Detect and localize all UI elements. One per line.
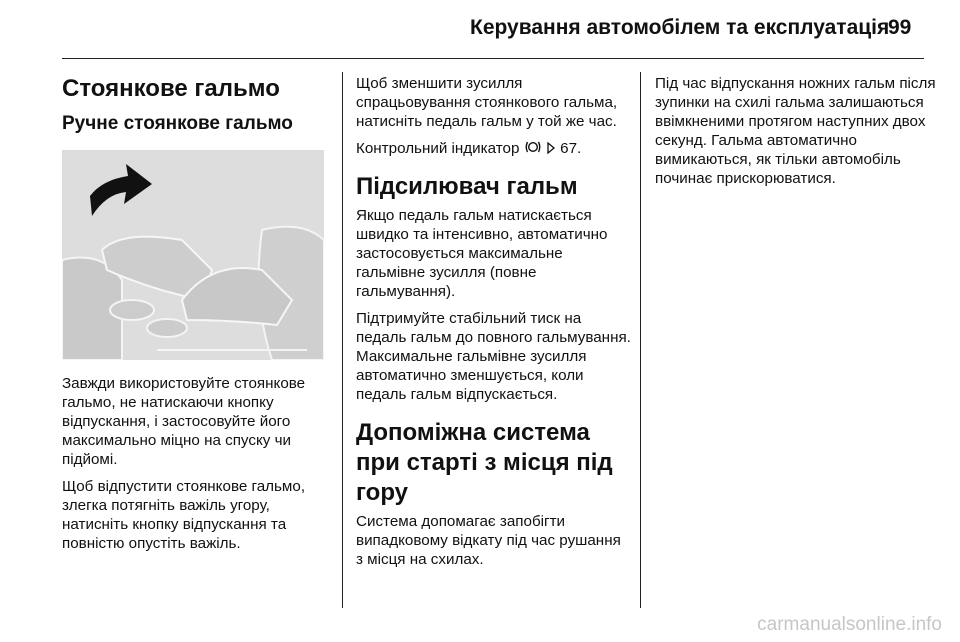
column-3	[655, 74, 940, 196]
subsection-heading: Ручне стоянкове гальмо	[62, 113, 293, 134]
body-paragraph: Якщо педаль гальм натискається швидко та інтенсивно, автоматично застосовується максимальне гальмівне зусилля (повне гальмування).	[356, 207, 608, 300]
column-1	[62, 74, 330, 561]
page-reference-link[interactable]: 67.	[560, 140, 582, 157]
section-heading: Допоміжна система при старті з місця під гору	[356, 419, 613, 506]
section-heading: Стоянкове гальмо	[62, 75, 280, 102]
section-heading: Підсилювач гальм	[356, 173, 578, 200]
indicator-label: Контрольний індикатор	[356, 140, 520, 157]
handbrake-lever-illustration	[62, 150, 324, 360]
handbrake-figure	[62, 150, 324, 360]
column-divider	[342, 72, 343, 608]
brake-warning-icon	[524, 139, 542, 158]
body-paragraph: Щоб відпустити стоянкове гальмо, злегка потягніть важіль угору, натисніть кнопку відпускання та повністю опустіть важіль.	[62, 478, 306, 552]
body-paragraph: Щоб зменшити зусилля спрацьовування стоянкового гальма, натисніть педаль гальм у той же час.	[356, 75, 618, 130]
column-2	[356, 74, 631, 577]
page-number: 99	[888, 16, 912, 39]
running-header: Керування автомобілем та експлуатація	[470, 16, 890, 39]
watermark: carmanualsonline.info	[757, 614, 942, 635]
header-divider	[62, 58, 924, 59]
body-paragraph: Під час відпускання ножних гальм після зупинки на схилі гальма залишаються ввімкненими протягом наступних двох секунд. Гальма автоматично вимикаються, як тільки автомобіль починає прискорюватися.	[655, 75, 936, 187]
indicator-reference	[356, 139, 631, 158]
page-reference-arrow-icon	[546, 139, 556, 158]
column-divider	[640, 72, 641, 608]
body-paragraph: Підтримуйте стабільний тиск на педаль гальм до повного гальмування. Максимальне гальмівне зусилля автоматично зменшується, коли педаль гальм відпускається.	[356, 310, 631, 403]
body-paragraph: Завжди використовуйте стоянкове гальмо, не натискаючи кнопку відпускання, і застосовуйте його максимально міцно на спуску чи підйомі.	[62, 375, 306, 468]
body-paragraph: Система допомагає запобігти випадковому відкату під час рушання з місця на схилах.	[356, 513, 621, 568]
